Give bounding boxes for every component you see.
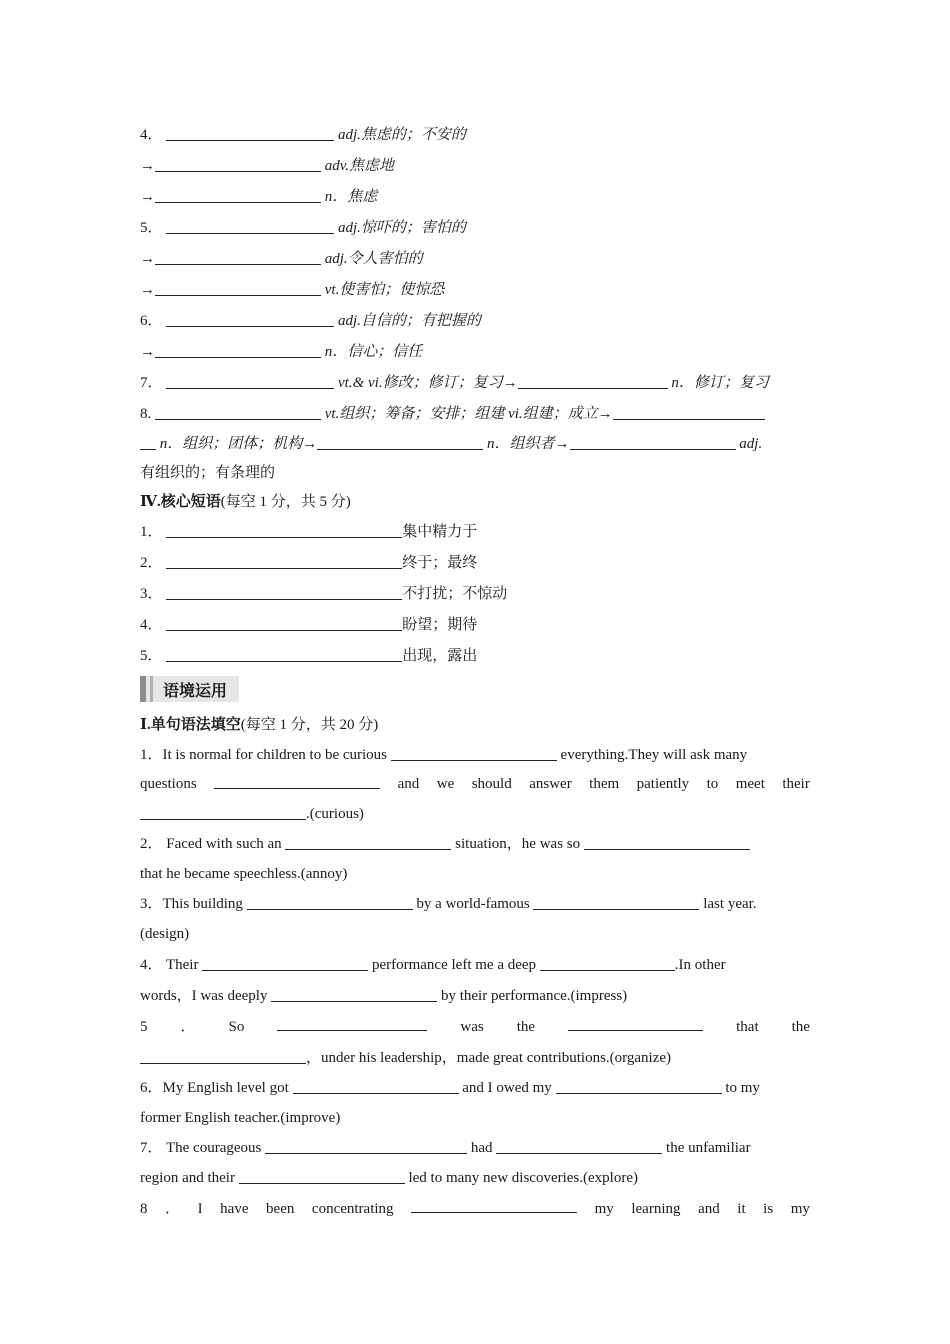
question-line: (design) <box>140 926 190 942</box>
answer-blank[interactable] <box>247 891 413 910</box>
question-line: 3．This building by a world-famous last year. <box>140 890 810 919</box>
question-line: 6．My English level got and I owed my to my <box>140 1074 810 1103</box>
answer-blank[interactable] <box>411 1194 577 1213</box>
answer-blank[interactable] <box>140 801 306 820</box>
vocab-line: 8. vt.组织；筹备；安排；组建 vi.组建；成立→ <box>140 399 810 430</box>
answer-blank[interactable] <box>556 1075 722 1094</box>
phrase-item: 5． 出现，露出 <box>140 641 810 672</box>
answer-blank[interactable] <box>166 308 334 327</box>
section-title: Ⅰ.单句语法填空(每空 1 分，共 20 分) <box>140 717 379 733</box>
vocab-line: → n．信心；信任 <box>140 337 810 368</box>
badge-bar-icon <box>140 676 146 702</box>
question-line: 4． Their performance left me a deep .In other <box>140 950 810 981</box>
vocab-line: 5． adj.惊吓的；害怕的 <box>140 213 810 244</box>
worksheet-page <box>140 120 810 1225</box>
answer-blank[interactable] <box>570 431 736 450</box>
answer-blank[interactable] <box>155 153 321 172</box>
question-line: 1．It is normal for children to be curious everything.They will ask many <box>140 741 810 770</box>
answer-blank[interactable] <box>166 643 402 662</box>
answer-blank[interactable] <box>166 519 402 538</box>
section-title: Ⅳ.核心短语(每空 1 分，共 5 分) <box>140 494 351 510</box>
answer-blank[interactable] <box>166 370 334 389</box>
answer-blank[interactable] <box>293 1075 459 1094</box>
answer-blank[interactable] <box>214 770 380 789</box>
answer-blank[interactable] <box>540 952 675 971</box>
answer-blank[interactable] <box>239 1165 405 1184</box>
badge-bar-icon <box>150 676 153 702</box>
question-line: region and their led to many new discoveries.(explore) <box>140 1163 810 1194</box>
question-line: ，under his leadership，made great contributions.(organize) <box>140 1043 810 1074</box>
question-line: 5 ． So was the that the <box>140 1012 810 1043</box>
vocab-line: 6． adj.自信的；有把握的 <box>140 306 810 337</box>
answer-blank[interactable] <box>155 184 321 203</box>
question-line: that he became speechless.(annoy) <box>140 866 348 882</box>
question-line: 7． The courageous had the unfamiliar <box>140 1134 810 1163</box>
answer-blank[interactable] <box>140 1045 306 1064</box>
phrase-item: 4． 盼望；期待 <box>140 610 810 641</box>
vocab-line: 有组织的；有条理的 <box>140 465 276 481</box>
answer-blank[interactable] <box>140 431 156 450</box>
vocab-line: → vt.使害怕；使惊恐 <box>140 275 810 306</box>
answer-blank[interactable] <box>568 1012 703 1031</box>
answer-blank[interactable] <box>155 277 321 296</box>
answer-blank[interactable] <box>265 1135 467 1154</box>
answer-blank[interactable] <box>518 370 668 389</box>
answer-blank[interactable] <box>317 431 483 450</box>
answer-blank[interactable] <box>166 215 334 234</box>
question-line: .(curious) <box>140 799 810 830</box>
question-line: former English teacher.(improve) <box>140 1110 341 1126</box>
answer-blank[interactable] <box>533 891 699 910</box>
vocab-line: 7． vt.& vi.修改；修订；复习→ n．修订；复习 <box>140 368 810 399</box>
answer-blank[interactable] <box>155 339 321 358</box>
question-line: 8 ． I have been concentrating my learning and it is my <box>140 1194 810 1225</box>
answer-blank[interactable] <box>166 122 334 141</box>
vocab-line: → adv.焦虑地 <box>140 151 810 182</box>
section-badge: 语境运用 <box>140 676 239 702</box>
question-line: 2． Faced with such an situation，he was so <box>140 830 810 859</box>
answer-blank[interactable] <box>496 1135 662 1154</box>
answer-blank[interactable] <box>166 550 402 569</box>
answer-blank[interactable] <box>166 612 402 631</box>
vocab-line: 4． adj.焦虑的；不安的 <box>140 120 810 151</box>
answer-blank[interactable] <box>155 401 321 420</box>
answer-blank[interactable] <box>285 831 451 850</box>
question-line: questions and we should answer them patiently to meet their <box>140 770 810 799</box>
vocab-line: n．组织；团体；机构→ n．组织者→ adj. <box>140 430 810 459</box>
answer-blank[interactable] <box>584 831 750 850</box>
answer-blank[interactable] <box>166 581 402 600</box>
phrase-item: 1． 集中精力于 <box>140 517 810 548</box>
vocab-line: → n．焦虑 <box>140 182 810 213</box>
question-line: words，I was deeply by their performance.(impress) <box>140 981 810 1012</box>
answer-blank[interactable] <box>613 401 765 420</box>
answer-blank[interactable] <box>277 1012 427 1031</box>
answer-blank[interactable] <box>271 983 437 1002</box>
answer-blank[interactable] <box>155 246 321 265</box>
answer-blank[interactable] <box>391 742 557 761</box>
answer-blank[interactable] <box>202 952 368 971</box>
vocab-line: → adj.令人害怕的 <box>140 244 810 275</box>
phrase-item: 2． 终于；最终 <box>140 548 810 579</box>
phrase-item: 3． 不打扰；不惊动 <box>140 579 810 610</box>
